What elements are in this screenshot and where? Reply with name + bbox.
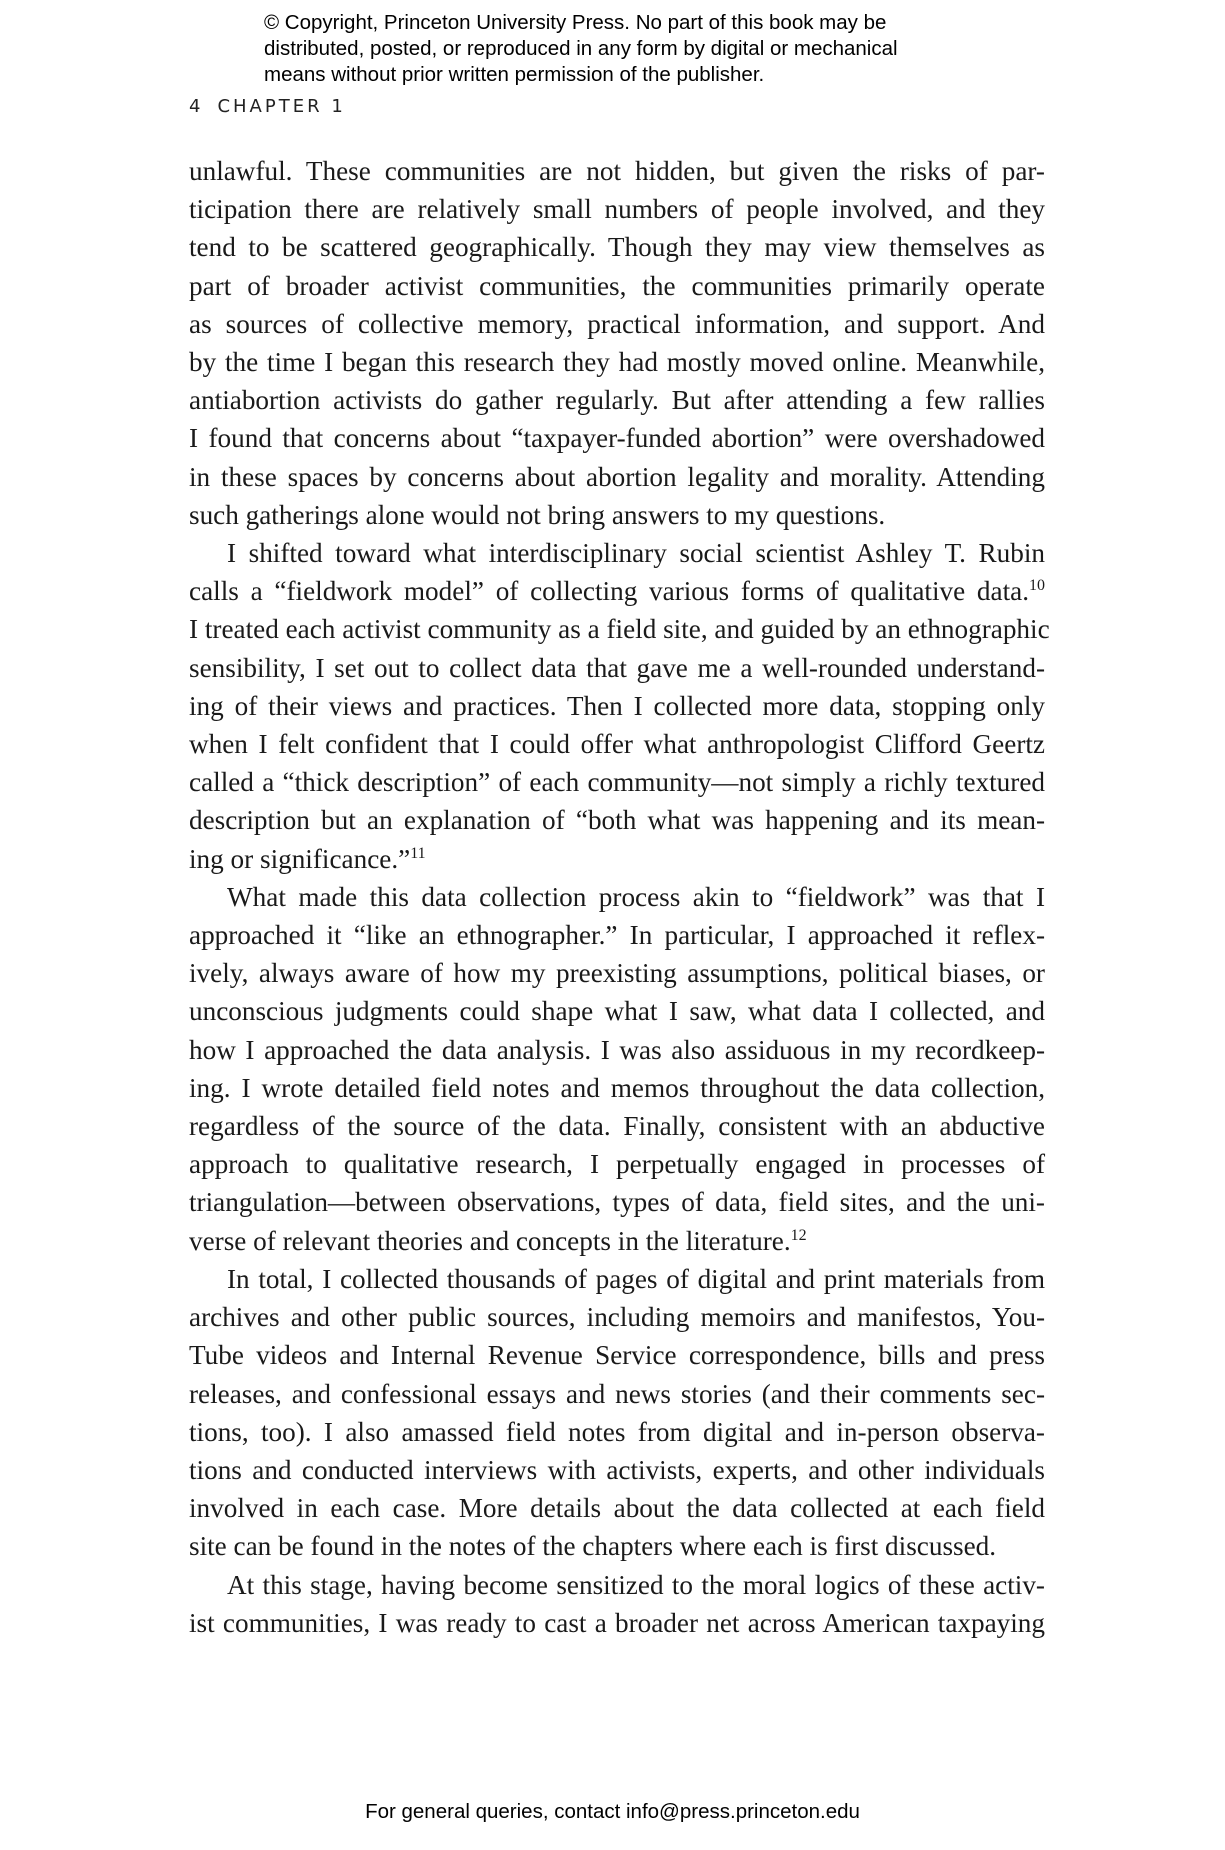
text-line: In total, I collected thousands of pages of digital and print materials from — [227, 1263, 1045, 1294]
paragraph-2 — [189, 534, 1050, 878]
text-line-content: calls a “fieldwork model” of collecting various forms of qualitative data. — [189, 576, 1029, 607]
text-line: Tube videos and Internal Revenue Service correspondence, bills and press — [189, 1340, 1045, 1371]
text-line: unlawful. These communities are not hidden, but given the risks of par- — [189, 156, 1045, 186]
text-line: tions and conducted interviews with activists, experts, and other individuals — [189, 1454, 1045, 1485]
text-line: ist communities, I was ready to cast a broader net across American taxpaying — [189, 1607, 1045, 1638]
text-line: site can be found in the notes of the chapters where each is first discussed. — [189, 1531, 997, 1562]
copyright-line: distributed, posted, or reproduced in any form by digital or mechanical — [264, 37, 898, 60]
text-line: I treated each activist community as a field site, and guided by an ethnographic — [189, 614, 1050, 645]
text-line: triangulation—between observations, types of data, field sites, and the uni- — [189, 1187, 1045, 1218]
footnote-marker[interactable]: 11 — [410, 844, 426, 862]
text-line: ing of their views and practices. Then I collected more data, stopping only — [189, 690, 1045, 721]
footnote-marker[interactable]: 12 — [790, 1226, 807, 1244]
text-line: ticipation there are relatively small numbers of people involved, and they — [189, 194, 1045, 225]
text-line-with-note — [189, 840, 1045, 878]
chapter-label: CHAPTER 1 — [217, 96, 346, 117]
body-text — [189, 152, 1050, 1642]
text-line: antiabortion activists do gather regularly. But after attending a few rallies — [189, 385, 1045, 416]
paragraph-5 — [189, 1566, 1045, 1642]
text-line: I shifted toward what interdisciplinary social scientist Ashley T. Rubin — [227, 538, 1045, 569]
text-line-content: verse of relevant theories and concepts in the literature. — [189, 1225, 791, 1256]
text-line: I found that concerns about “taxpayer-funded abortion” were overshadowed — [189, 423, 1045, 454]
text-line-with-note — [189, 1222, 1045, 1260]
copyright-notice — [264, 10, 1024, 88]
footer-contact: For general queries, contact info@press.princeton.edu — [365, 1800, 860, 1823]
text-line: in these spaces by concerns about abortion legality and morality. Attending — [189, 461, 1045, 492]
text-line: description but an explanation of “both what was happening and its mean- — [189, 805, 1045, 836]
text-line: unconscious judgments could shape what I saw, what data I collected, and — [189, 996, 1045, 1027]
copyright-line: means without prior written permission of the publisher. — [264, 63, 765, 86]
text-line: At this stage, having become sensitized to the moral logics of these activ- — [227, 1569, 1045, 1600]
text-line: tions, too). I also amassed field notes from digital and in-person observa- — [189, 1416, 1045, 1447]
text-line: releases, and confessional essays and news stories (and their comments sec- — [189, 1378, 1045, 1409]
text-line: part of broader activist communities, the communities primarily operate — [189, 270, 1045, 301]
text-line: ively, always aware of how my preexisting assumptions, political biases, or — [189, 958, 1045, 989]
text-line: as sources of collective memory, practical information, and support. And — [189, 308, 1045, 339]
page-number: 4 — [189, 96, 204, 117]
paragraph-1 — [189, 152, 1045, 534]
text-line: tend to be scattered geographically. Though they may view themselves as — [189, 232, 1045, 263]
text-line: such gatherings alone would not bring answers to my questions. — [189, 499, 886, 530]
footnote-marker[interactable]: 10 — [1029, 577, 1045, 595]
text-line-with-note — [189, 572, 1045, 610]
paragraph-4 — [189, 1260, 1045, 1566]
text-line: sensibility, I set out to collect data that gave me a well-rounded understand- — [189, 652, 1045, 683]
text-line: how I approached the data analysis. I was also assiduous in my recordkeep- — [189, 1034, 1045, 1065]
text-line: regardless of the source of the data. Finally, consistent with an abductive — [189, 1111, 1045, 1142]
text-line: What made this data collection process akin to “fieldwork” was that I — [227, 881, 1045, 912]
text-line-content: ing or significance.” — [189, 843, 411, 874]
text-line: approached it “like an ethnographer.” In particular, I approached it reflex- — [189, 920, 1045, 951]
text-line: ing. I wrote detailed field notes and memos throughout the data collection, — [189, 1072, 1045, 1103]
copyright-line: © Copyright, Princeton University Press. No part of this book may be — [264, 11, 887, 34]
text-line: called a “thick description” of each community—not simply a richly textured — [189, 767, 1045, 798]
text-line: approach to qualitative research, I perpetually engaged in processes of — [189, 1149, 1045, 1180]
text-line: when I felt confident that I could offer what anthropologist Clifford Geertz — [189, 729, 1045, 760]
paragraph-3 — [189, 878, 1045, 1260]
text-line: archives and other public sources, including memoirs and manifestos, You- — [189, 1302, 1045, 1333]
text-line: involved in each case. More details about the data collected at each field — [189, 1493, 1045, 1524]
text-line: by the time I began this research they had mostly moved online. Meanwhile, — [189, 347, 1045, 378]
running-head — [189, 96, 346, 117]
